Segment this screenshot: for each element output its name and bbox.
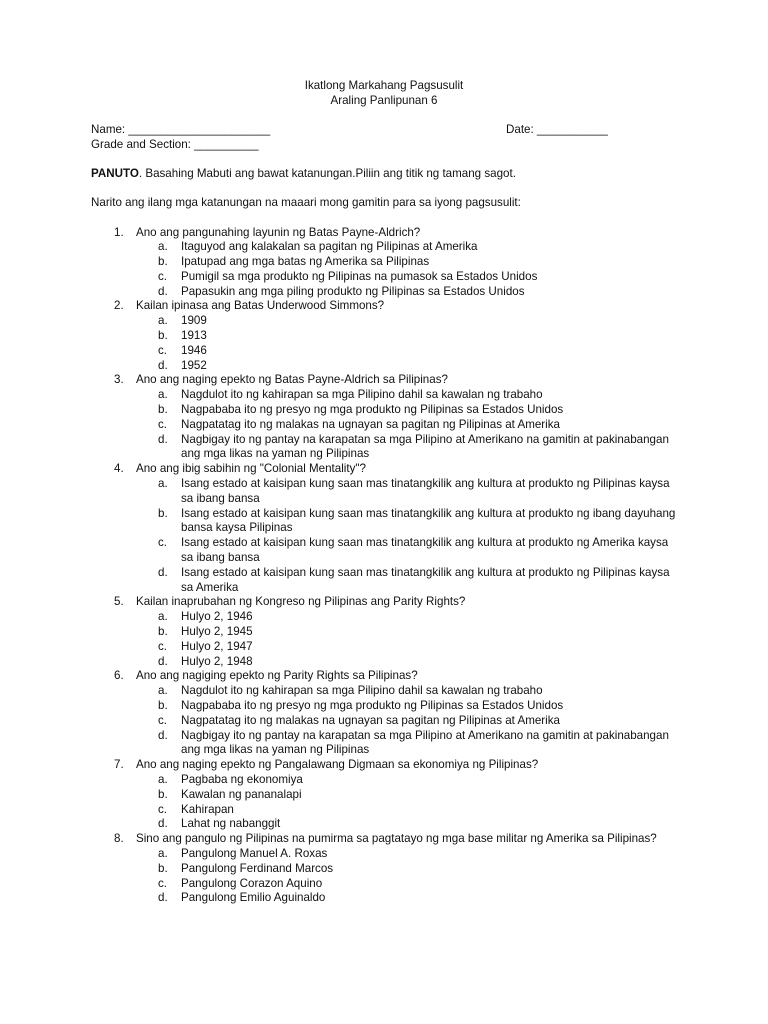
option-letter: c. <box>158 876 168 890</box>
option-letter: a. <box>158 684 168 698</box>
answer-option <box>136 699 676 714</box>
option-text: Isang estado at kaisipan kung saan mas tinatangkilik ang kultura at produkto ng Pilipinas kaysa sa ibang bansa <box>181 477 670 505</box>
option-text: Pangulong Ferdinand Marcos <box>181 861 334 875</box>
answer-option <box>136 314 676 329</box>
answer-option <box>136 714 676 729</box>
answer-option <box>136 359 676 374</box>
question-number: 6. <box>114 669 124 683</box>
option-text: Lahat ng nabanggit <box>181 817 281 831</box>
option-list <box>136 388 676 462</box>
option-text: Pangulong Emilio Aguinaldo <box>181 891 326 905</box>
question-text: Sino ang pangulo ng Pilipinas na pumirma sa pagtatayo ng mga base militar ng Amerika sa Pilipinas? <box>136 832 657 846</box>
option-text: Hulyo 2, 1947 <box>181 639 253 653</box>
answer-option <box>136 344 676 359</box>
answer-option <box>136 773 676 788</box>
option-letter: a. <box>158 388 168 402</box>
option-letter: c. <box>158 269 168 283</box>
option-text: Hulyo 2, 1945 <box>181 625 253 639</box>
answer-option <box>136 625 676 640</box>
option-letter: b. <box>158 329 168 343</box>
option-list <box>136 477 676 595</box>
option-text: Papasukin ang mga piling produkto ng Pilipinas sa Estados Unidos <box>181 284 525 298</box>
option-letter: c. <box>158 536 168 550</box>
exam-title: Ikatlong Markahang Pagsusulit <box>304 79 464 92</box>
answer-option <box>136 788 676 803</box>
option-letter: b. <box>158 699 168 712</box>
option-list <box>136 240 676 299</box>
panuto-text: . Basahing Mabuti ang bawat katanungan.Piliin ang titik ng tamang sagot. <box>138 167 516 180</box>
option-list <box>136 684 676 758</box>
answer-option <box>136 536 676 566</box>
answer-option <box>136 610 676 625</box>
option-letter: c. <box>158 802 168 816</box>
answer-option <box>136 433 676 463</box>
question-text: Ano ang naging epekto ng Batas Payne-Aldrich sa Pilipinas? <box>136 373 448 387</box>
panuto-label: PANUTO <box>91 167 139 180</box>
question-item <box>0 669 676 758</box>
option-letter: d. <box>158 654 168 668</box>
option-text: Kawalan ng pananalapi <box>181 787 302 801</box>
question-item <box>0 226 676 300</box>
question-item <box>0 462 676 595</box>
option-text: Pagbaba ng ekonomiya <box>181 772 303 786</box>
answer-option <box>136 817 676 832</box>
answer-option <box>136 270 676 285</box>
answer-option <box>136 329 676 344</box>
option-text: Nagdulot ito ng kahirapan sa mga Pilipino dahil sa kawalan ng trabaho <box>181 684 543 698</box>
option-text: Pumigil sa mga produkto ng Pilipinas na pumasok sa Estados Unidos <box>181 269 538 283</box>
question-item <box>0 758 676 832</box>
option-text: Nagdulot ito ng kahirapan sa mga Pilipino dahil sa kawalan ng trabaho <box>181 388 543 402</box>
question-list <box>0 226 768 907</box>
answer-option <box>136 640 676 655</box>
option-letter: c. <box>158 713 168 727</box>
question-text: Ano ang ibig sabihin ng "Colonial Mentality"? <box>136 462 366 476</box>
option-list <box>136 314 676 373</box>
option-list <box>136 773 676 832</box>
date-field-label: Date: ___________ <box>506 123 608 136</box>
question-text: Kailan inaprubahan ng Kongreso ng Pilipinas ang Parity Rights? <box>136 595 466 609</box>
option-text: 1946 <box>181 343 207 357</box>
answer-option <box>136 847 676 862</box>
option-text: 1913 <box>181 329 207 343</box>
answer-option <box>136 477 676 507</box>
answer-option <box>136 240 676 255</box>
question-item <box>0 595 676 669</box>
option-text: Itaguyod ang kalakalan sa pagitan ng Pilipinas at Amerika <box>181 240 478 254</box>
option-letter: b. <box>158 787 168 801</box>
question-number: 2. <box>114 299 124 313</box>
option-text: Hulyo 2, 1946 <box>181 610 253 624</box>
option-letter: b. <box>158 506 168 520</box>
option-letter: a. <box>158 240 168 254</box>
exam-subject: Araling Panlipunan 6 <box>330 94 438 107</box>
option-letter: a. <box>158 772 168 786</box>
answer-option <box>136 507 676 537</box>
option-text: Nagbigay ito ng pantay na karapatan sa mga Pilipino at Amerikano na gamitin at pakinabangan ang mga likas na yaman ng Pilipinas <box>181 728 669 757</box>
option-text: Hulyo 2, 1948 <box>181 654 253 668</box>
option-text: Nagpatatag ito ng malakas na ugnayan sa pagitan ng Pilipinas at Amerika <box>181 417 560 431</box>
question-text: Ano ang naging epekto ng Pangalawang Digmaan sa ekonomiya ng Pilipinas? <box>136 758 539 772</box>
option-letter: b. <box>158 861 168 875</box>
option-letter: c. <box>158 417 168 431</box>
option-text: Pangulong Manuel A. Roxas <box>181 846 328 860</box>
answer-option <box>136 566 676 596</box>
option-letter: d. <box>158 891 168 905</box>
question-number: 1. <box>114 225 124 239</box>
option-letter: d. <box>158 358 168 372</box>
answer-option <box>136 729 676 759</box>
option-text: Isang estado at kaisipan kung saan mas tinatangkilik ang kultura at produkto ng Amerika kaysa sa ibang bansa <box>181 536 669 565</box>
question-item <box>0 299 676 373</box>
question-text: Ano ang nagiging epekto ng Parity Rights sa Pilipinas? <box>136 669 418 683</box>
option-letter: d. <box>158 565 168 579</box>
option-text: Nagpatatag ito ng malakas na ugnayan sa pagitan ng Pilipinas at Amerika <box>181 713 560 727</box>
question-number: 7. <box>114 758 124 772</box>
answer-option <box>136 418 676 433</box>
option-text: 1909 <box>181 314 207 328</box>
question-text: Ano ang pangunahing layunin ng Batas Payne-Aldrich? <box>136 225 421 239</box>
answer-option <box>136 388 676 403</box>
answer-option <box>136 684 676 699</box>
option-letter: a. <box>158 610 168 624</box>
option-letter: b. <box>158 403 168 417</box>
name-field-label: Name: ______________________ <box>91 123 271 136</box>
option-letter: b. <box>158 625 168 639</box>
question-number: 8. <box>114 832 124 846</box>
answer-option <box>136 877 676 892</box>
answer-option <box>136 862 676 877</box>
option-letter: a. <box>158 314 168 328</box>
option-text: Kahirapan <box>181 802 234 816</box>
question-item <box>0 373 676 462</box>
option-text: Pangulong Corazon Aquino <box>181 876 323 890</box>
intro-text: Narito ang ilang mga katanungan na maaari mong gamitin para sa iyong pagsusulit: <box>91 196 521 209</box>
question-number: 4. <box>114 462 124 476</box>
option-list <box>136 610 676 669</box>
answer-option <box>136 403 676 418</box>
option-letter: a. <box>158 846 168 860</box>
answer-option <box>136 803 676 818</box>
option-text: 1952 <box>181 358 207 372</box>
grade-section-field-label: Grade and Section: __________ <box>91 138 259 151</box>
option-text: Nagpababa ito ng presyo ng mga produkto ng Pilipinas sa Estados Unidos <box>181 403 564 417</box>
option-list <box>136 847 676 906</box>
option-text: Isang estado at kaisipan kung saan mas tinatangkilik ang kultura at produkto ng Pilipinas kaysa sa Amerika <box>181 565 670 594</box>
instructions <box>91 167 516 182</box>
question-number: 5. <box>114 595 124 609</box>
option-text: Nagpababa ito ng presyo ng mga produkto ng Pilipinas sa Estados Unidos <box>181 699 564 712</box>
option-letter: c. <box>158 343 168 357</box>
option-letter: b. <box>158 255 168 269</box>
option-letter: d. <box>158 432 168 446</box>
question-item <box>0 832 676 906</box>
option-letter: a. <box>158 477 168 491</box>
answer-option <box>136 655 676 670</box>
option-letter: d. <box>158 728 168 742</box>
option-text: Nagbigay ito ng pantay na karapatan sa mga Pilipino at Amerikano na gamitin at pakinabangan ang mga likas na yaman ng Pilipinas <box>181 432 669 461</box>
option-text: Isang estado at kaisipan kung saan mas tinatangkilik ang kultura at produkto ng ibang dayuhang bansa kaysa Pilipinas <box>181 506 676 535</box>
answer-option <box>136 285 676 300</box>
answer-option <box>136 255 676 270</box>
answer-option <box>136 891 676 906</box>
option-text: Ipatupad ang mga batas ng Amerika sa Pilipinas <box>181 255 430 269</box>
question-text: Kailan ipinasa ang Batas Underwood Simmons? <box>136 299 385 313</box>
option-letter: d. <box>158 817 168 831</box>
option-letter: d. <box>158 284 168 298</box>
option-letter: c. <box>158 639 168 653</box>
question-number: 3. <box>114 373 124 387</box>
